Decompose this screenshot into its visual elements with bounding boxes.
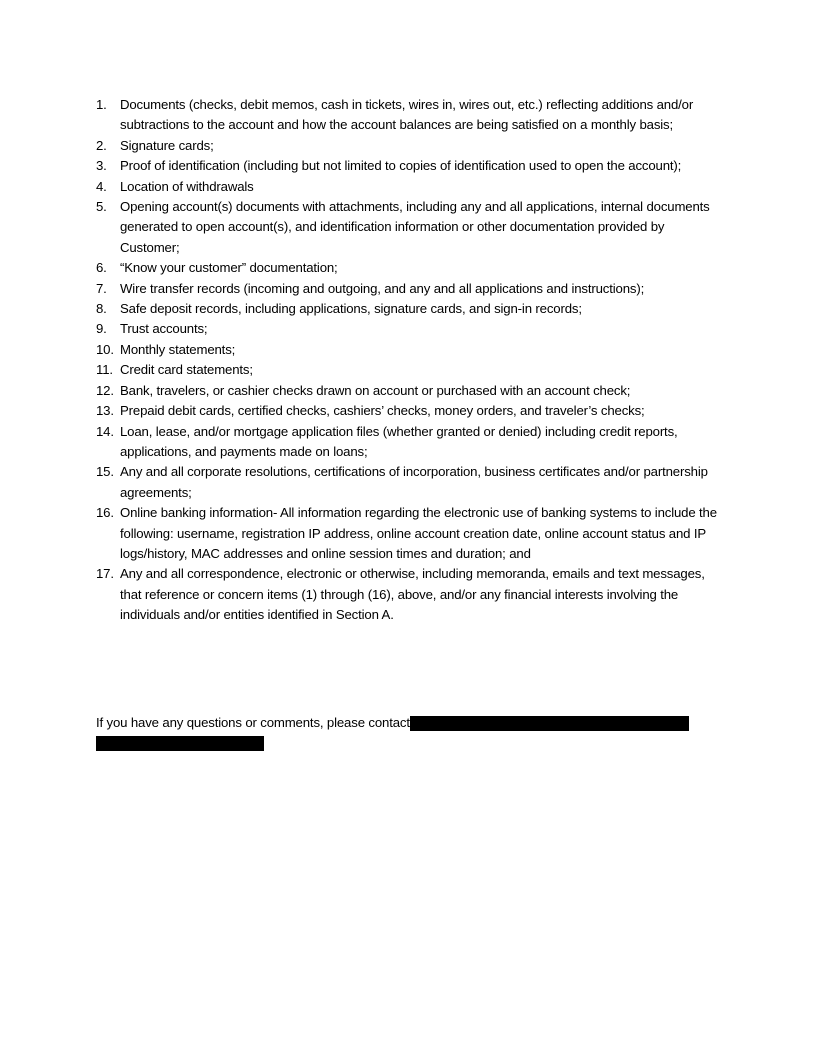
list-item-number: 15. (96, 464, 114, 480)
list-item-text: Any and all corporate resolutions, certifications of incorporation, business certificates and/or partnership agreements; (120, 464, 708, 500)
list-item-text: Wire transfer records (incoming and outgoing, and any and all applications and instructions); (120, 280, 645, 296)
list-item (96, 279, 720, 299)
list-item (96, 381, 720, 401)
contact-paragraph (96, 713, 720, 754)
list-item-number: 10. (96, 341, 114, 357)
list-item (96, 177, 720, 197)
list-item-text: Monthly statements; (120, 341, 236, 357)
records-request-list (96, 95, 720, 626)
list-item-text: Documents (checks, debit memos, cash in tickets, wires in, wires out, etc.) reflecting additions and/or subtractions to the account and how the account balances are being satisfied on a monthly basis; (120, 97, 694, 133)
list-item-number: 7. (96, 280, 107, 296)
list-item (96, 299, 720, 319)
list-item (96, 258, 720, 278)
list-item (96, 503, 720, 564)
list-item-number: 14. (96, 423, 114, 439)
list-item-number: 1. (96, 97, 107, 112)
list-item-number: 4. (96, 178, 107, 194)
list-item (96, 319, 720, 339)
list-item (96, 422, 720, 463)
list-item-number: 5. (96, 199, 107, 215)
list-item-text: Trust accounts; (120, 321, 208, 337)
list-item-number: 12. (96, 382, 114, 398)
contact-text: If you have any questions or comments, please contact (96, 715, 410, 730)
list-item-number: 6. (96, 260, 107, 276)
contact-line-1 (96, 713, 720, 733)
list-item-text: Signature cards; (120, 137, 214, 153)
list-item (96, 197, 720, 258)
list-item-number: 2. (96, 137, 107, 153)
list-item-number: 8. (96, 301, 107, 317)
list-item (96, 156, 720, 176)
list-item (96, 401, 720, 421)
list-item (96, 95, 720, 136)
list-item-text: Loan, lease, and/or mortgage application files (whether granted or denied) including credit reports, applications, and payments made on loans; (120, 423, 678, 459)
list-item-text: Proof of identification (including but not limited to copies of identification used to open the account); (120, 158, 682, 174)
list-item-number: 13. (96, 403, 114, 419)
list-item (96, 340, 720, 360)
list-item-text: Location of withdrawals (120, 178, 254, 194)
list-item-number: 3. (96, 158, 107, 174)
contact-line-2 (96, 733, 720, 753)
list-item-text: Credit card statements; (120, 362, 253, 378)
list-item-text: Safe deposit records, including applications, signature cards, and sign-in records; (120, 301, 582, 317)
list-item (96, 564, 720, 625)
list-item-text: Opening account(s) documents with attachments, including any and all applications, internal documents generated to open account(s), and identification information or other documentation provided by Customer; (120, 199, 710, 255)
list-item-text: Bank, travelers, or cashier checks drawn on account or purchased with an account check; (120, 382, 631, 398)
list-item-text: Any and all correspondence, electronic or otherwise, including memoranda, emails and text messages, that reference or concern items (1) through (16), above, and/or any financial interests involving the individuals and/or entities identified in Section A. (120, 566, 705, 623)
list-item-number: 11. (96, 362, 113, 378)
redaction-bar (410, 716, 689, 731)
list-item-number: 16. (96, 505, 114, 521)
list-item-number: 17. (96, 566, 114, 582)
list-item-number: 9. (96, 321, 107, 337)
list-item-text: Prepaid debit cards, certified checks, cashiers’ checks, money orders, and traveler’s checks; (120, 403, 645, 419)
list-item (96, 462, 720, 503)
redaction-bar (96, 736, 264, 751)
list-item-text: “Know your customer” documentation; (120, 260, 338, 276)
list-item (96, 360, 720, 380)
list-item (96, 136, 720, 156)
list-item-text: Online banking information- All information regarding the electronic use of banking systems to include the following: username, registration IP address, online account creation date, online account status and IP logs/history, MAC addresses and online session times and duration; and (120, 505, 717, 561)
